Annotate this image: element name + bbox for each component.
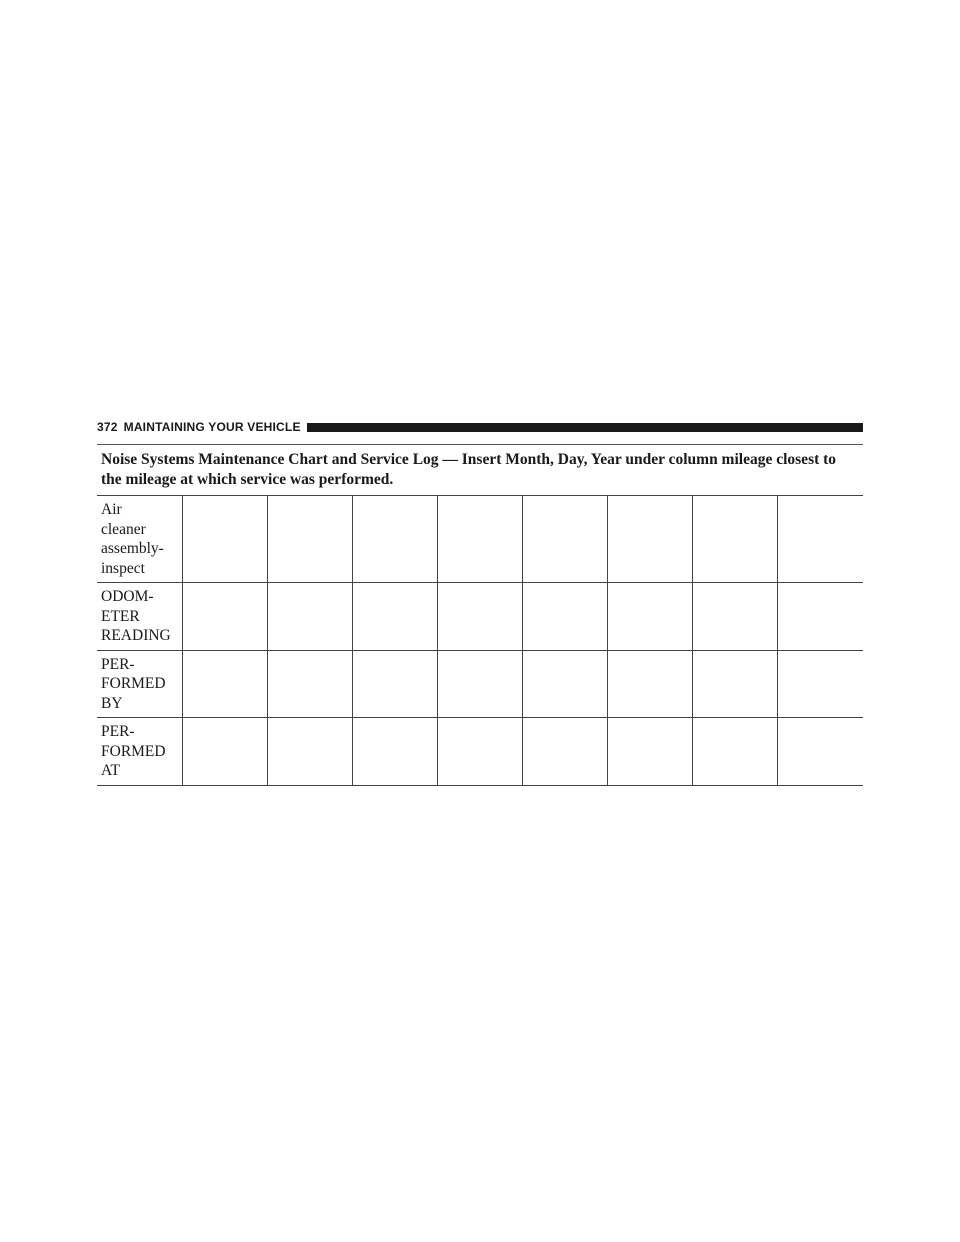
label-line: ETER xyxy=(101,607,140,625)
entry-cell xyxy=(437,718,522,786)
row-label-odometer-reading xyxy=(97,583,182,651)
label-line: cleaner xyxy=(101,520,146,538)
entry-cell xyxy=(608,496,693,583)
table-caption: Noise Systems Maintenance Chart and Service Log — Insert Month, Day, Year under column mileage closest to the mileage at which service was performed. xyxy=(97,445,863,496)
row-label-performed-by xyxy=(97,650,182,718)
entry-cell xyxy=(352,718,437,786)
entry-cell xyxy=(523,650,608,718)
section-title: MAINTAINING YOUR VEHICLE xyxy=(123,420,301,434)
entry-cell xyxy=(778,496,863,583)
service-log-table xyxy=(97,444,863,786)
entry-cell xyxy=(608,650,693,718)
table-row-air-cleaner xyxy=(97,496,863,583)
entry-cell xyxy=(778,718,863,786)
label-line: ODOM- xyxy=(101,588,154,605)
entry-cell xyxy=(267,583,352,651)
label-line: PER- xyxy=(101,723,135,740)
table-row-odometer-reading xyxy=(97,583,863,651)
entry-cell xyxy=(182,650,267,718)
label-line: FORMED xyxy=(101,675,166,692)
label-line: inspect xyxy=(101,559,145,577)
entry-cell xyxy=(267,650,352,718)
entry-cell xyxy=(523,496,608,583)
page-header xyxy=(97,420,863,434)
entry-cell xyxy=(352,583,437,651)
entry-cell xyxy=(437,496,522,583)
row-label-air-cleaner xyxy=(97,496,182,583)
entry-cell xyxy=(693,583,778,651)
table-row-performed-by xyxy=(97,650,863,718)
entry-cell xyxy=(778,583,863,651)
entry-cell xyxy=(182,718,267,786)
entry-cell xyxy=(267,718,352,786)
entry-cell xyxy=(608,583,693,651)
label-line: AT xyxy=(101,762,120,779)
page-number: 372 xyxy=(97,420,118,434)
label-line: FORMED xyxy=(101,742,166,760)
label-line: assembly- xyxy=(101,540,164,557)
row-label-performed-at xyxy=(97,718,182,786)
entry-cell xyxy=(778,650,863,718)
header-rule xyxy=(307,423,863,432)
entry-cell xyxy=(352,650,437,718)
label-line: PER- xyxy=(101,655,135,673)
entry-cell xyxy=(182,583,267,651)
entry-cell xyxy=(182,496,267,583)
entry-cell xyxy=(523,583,608,651)
entry-cell xyxy=(352,496,437,583)
entry-cell xyxy=(437,583,522,651)
table-row-performed-at xyxy=(97,718,863,786)
entry-cell xyxy=(608,718,693,786)
label-line: Air xyxy=(101,501,122,518)
entry-cell xyxy=(437,650,522,718)
entry-cell xyxy=(693,718,778,786)
entry-cell xyxy=(693,496,778,583)
entry-cell xyxy=(693,650,778,718)
label-line: BY xyxy=(101,694,123,712)
entry-cell xyxy=(267,496,352,583)
label-line: READING xyxy=(101,627,171,644)
entry-cell xyxy=(523,718,608,786)
